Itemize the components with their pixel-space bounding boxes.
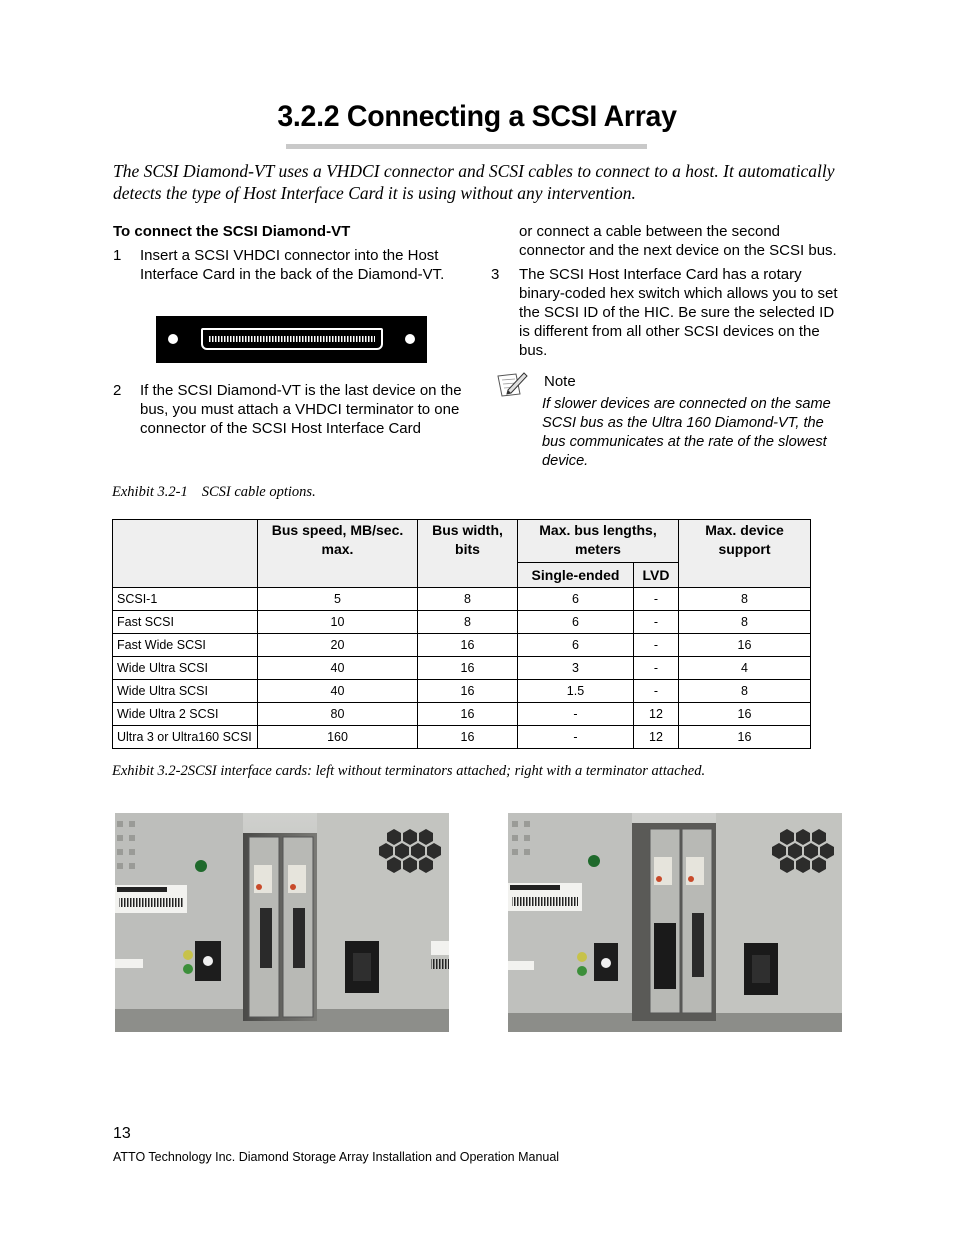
procedure-heading: To connect the SCSI Diamond-VT [113,223,351,240]
cell-scsi-type: Fast SCSI [113,611,258,634]
note-pencil-icon [496,370,528,400]
cell-bus-width: 8 [418,611,518,634]
cell-lvd: 12 [634,726,679,749]
cell-bus-width: 16 [418,680,518,703]
photo-interface-cards-no-terminator [115,813,449,1032]
step-text: The SCSI Host Interface Card has a rotary binary-coded hex switch which allows you to set the SCSI ID of the HIC. Be sure the selected ID is different from all other SCSI devices on the bus. [519,266,838,359]
photo-interface-cards-with-terminator [508,813,842,1032]
table-row [113,680,811,703]
cell-scsi-type: SCSI-1 [113,588,258,611]
exhibit-1-caption [112,484,316,501]
exhibit-caption-text: SCSI cable options. [201,484,316,500]
table-row [113,634,811,657]
cell-max-devices: 4 [679,657,811,680]
screw-hole-left [168,334,178,344]
note-label: Note [544,373,576,390]
table-row [113,611,811,634]
table-row [113,657,811,680]
cell-max-devices: 16 [679,703,811,726]
procedure-right-column [491,222,846,360]
header-empty [113,520,258,588]
header-max-device-support: Max. device support [679,520,811,588]
cell-single-ended: - [518,703,634,726]
cell-single-ended: 6 [518,611,634,634]
cell-scsi-type: Fast Wide SCSI [113,634,258,657]
screw-hole-right [405,334,415,344]
cell-max-devices: 8 [679,680,811,703]
cell-bus-width: 16 [418,634,518,657]
cell-single-ended: - [518,726,634,749]
table-row [113,588,811,611]
header-single-ended: Single-ended [518,563,634,588]
cell-lvd: - [634,657,679,680]
cell-bus-width: 16 [418,703,518,726]
step-number: 2 [113,382,122,399]
note-text: If slower devices are connected on the same SCSI bus as the Ultra 160 Diamond-VT, the bus communicates at the rate of the slowest device. [542,396,831,469]
procedure-step-3 [491,265,846,360]
cell-bus-speed: 20 [258,634,418,657]
cell-lvd: - [634,611,679,634]
cell-bus-width: 16 [418,726,518,749]
cell-max-devices: 8 [679,588,811,611]
cell-bus-width: 16 [418,657,518,680]
cell-max-devices: 16 [679,634,811,657]
vhdci-connector-illustration [156,316,427,363]
header-max-bus-lengths: Max. bus lengths, meters [518,520,679,563]
page-title: 3.2.2 Connecting a SCSI Array [277,100,677,133]
connector-pins [209,336,375,342]
cell-max-devices: 16 [679,726,811,749]
cell-scsi-type: Wide Ultra SCSI [113,680,258,703]
cell-lvd: - [634,588,679,611]
cell-bus-speed: 160 [258,726,418,749]
cell-single-ended: 6 [518,634,634,657]
header-lvd: LVD [634,563,679,588]
cell-max-devices: 8 [679,611,811,634]
step-2-continued: or connect a cable between the second connector and the next device on the SCSI bus. [519,223,837,259]
cell-bus-speed: 80 [258,703,418,726]
cell-bus-speed: 5 [258,588,418,611]
intro-paragraph: The SCSI Diamond-VT uses a VHDCI connector and SCSI cables to connect to a host. It automatically detects the type of Host Interface Card it is using without any intervention. [113,161,835,203]
cell-single-ended: 1.5 [518,680,634,703]
cell-single-ended: 3 [518,657,634,680]
step-text: Insert a SCSI VHDCI connector into the Host Interface Card in the back of the Diamond-VT. [140,247,445,283]
title-underline [286,144,647,149]
label-line [117,887,167,892]
header-bus-width: Bus width, bits [418,520,518,588]
cell-bus-width: 8 [418,588,518,611]
cell-bus-speed: 40 [258,680,418,703]
header-bus-speed: Bus speed, MB/sec. max. [258,520,418,588]
step-text: If the SCSI Diamond-VT is the last device on the bus, you must attach a VHDCI terminator to one connector of the SCSI Host Interface Card [140,382,462,437]
exhibit-number: Exhibit 3.2-1 [112,484,188,500]
connector-port [201,328,383,350]
cell-lvd: - [634,634,679,657]
table-row [113,726,811,749]
exhibit-2-caption: Exhibit 3.2-2SCSI interface cards: left without terminators attached; right with a terminator attached. [112,763,706,779]
table-header-row [113,520,811,563]
step-number: 1 [113,247,122,264]
scsi-cable-options-table [112,519,811,749]
cell-scsi-type: Wide Ultra 2 SCSI [113,703,258,726]
cell-lvd: - [634,680,679,703]
table-row [113,703,811,726]
cell-lvd: 12 [634,703,679,726]
footer-text: ATTO Technology Inc. Diamond Storage Array Installation and Operation Manual [113,1150,560,1164]
cell-bus-speed: 10 [258,611,418,634]
step-number: 3 [491,266,500,283]
cell-scsi-type: Ultra 3 or Ultra160 SCSI [113,726,258,749]
page-number: 13 [113,1125,131,1142]
cell-scsi-type: Wide Ultra SCSI [113,657,258,680]
procedure-step-1 [113,246,473,284]
cell-single-ended: 6 [518,588,634,611]
cell-bus-speed: 40 [258,657,418,680]
procedure-step-2 [113,381,473,438]
